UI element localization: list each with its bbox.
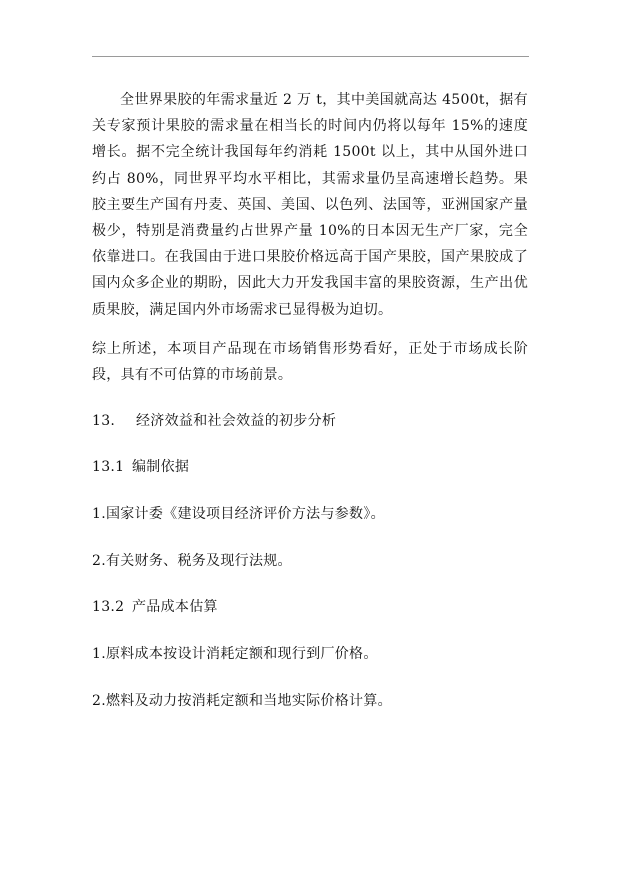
section-13-heading [92,411,528,431]
section-13-number: 13. [92,413,116,430]
list-item: 2.有关财务、税务及现行法规。 [92,553,292,570]
section-13-1-heading [92,457,528,477]
section-13-1-title: 编制依据 [132,459,190,476]
section-13-1-number: 13.1 [92,459,125,476]
summary-paragraph: 综上所述，本项目产品现在市场销售形势看好，正处于市场成长阶段，具有不可估算的市场前景。 [92,340,528,384]
list-item: 2.燃料及动力按消耗定额和当地实际价格计算。 [92,693,392,710]
header-rule [92,56,529,57]
section-13-2-number: 13.2 [92,599,125,616]
section-13-2-heading [92,597,528,617]
section-13-2-title: 产品成本估算 [132,599,218,616]
market-demand-paragraph: 全世界果胶的年需求量近 2 万 t，其中美国就高达 4500t，据有关专家预计果胶的需求量在相当长的时间内仍将以每年 15%的速度增长。据不完全统计我国每年约消耗 1500t 以上，其中从国外进口约占 80%，同世界平均水平相比，其需求量仍呈高速增长趋势。果胶主要生产国有丹麦、英国、美国、以色列、法国等，亚洲国家产量极少，特别是消费量约占世界产量 10%的日本因无生产厂家，完全依靠进口。在我国由于进口果胶价格远高于国产果胶，国产果胶成了国内众多企业的期盼，因此大力开发我国丰富的果胶资源，生产出优质果胶，满足国内外市场需求已显得极为迫切。 [92,92,528,318]
list-item: 1.原料成本按设计消耗定额和现行到厂价格。 [92,646,378,663]
section-13-title: 经济效益和社会效益的初步分析 [136,413,337,430]
list-item: 1.国家计委《建设项目经济评价方法与参数》。 [92,506,385,523]
document-body [92,87,528,711]
